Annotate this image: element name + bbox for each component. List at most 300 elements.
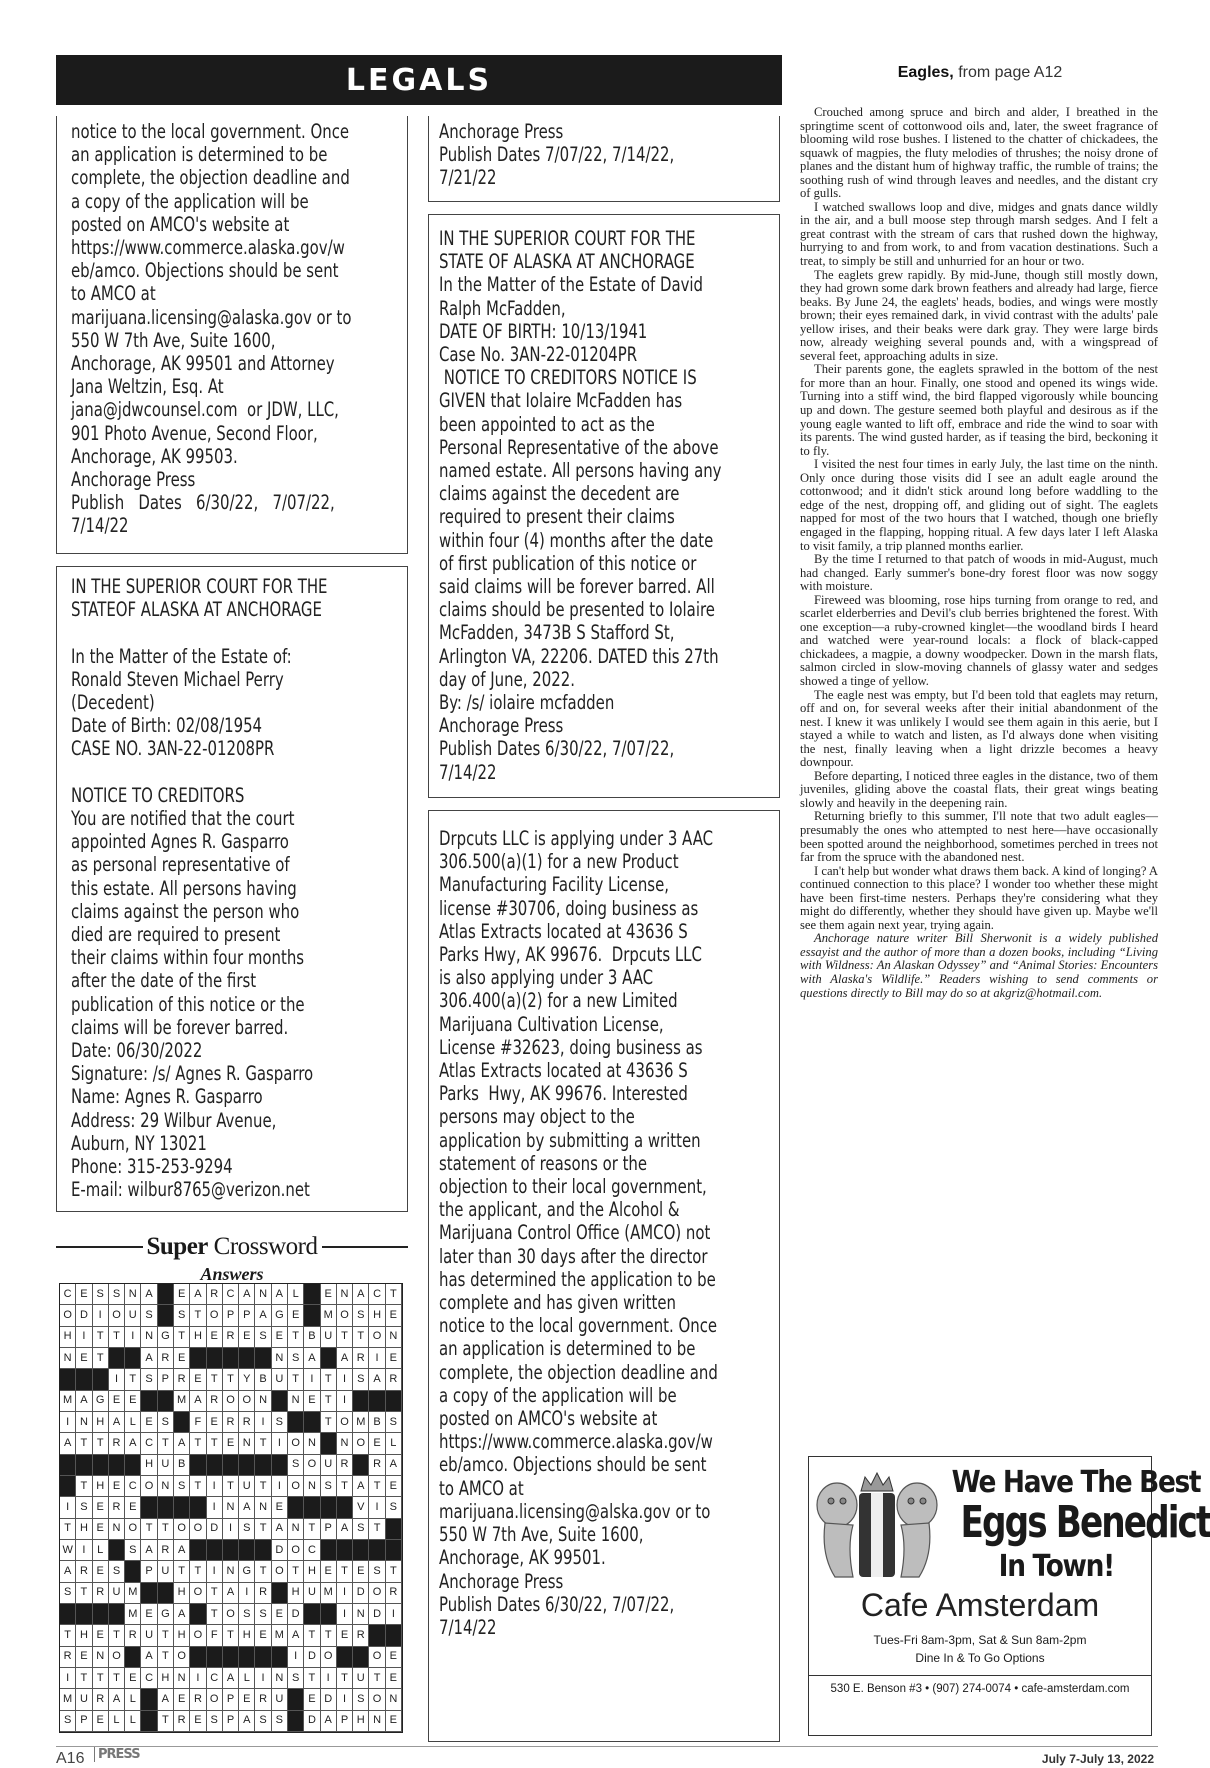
crossword-cell: P (141, 1561, 157, 1582)
crossword-block (239, 1647, 255, 1668)
crossword-cell: P (223, 1305, 239, 1326)
crossword-block (190, 1497, 206, 1518)
crossword-cell: M (174, 1391, 190, 1412)
crossword-cell: I (386, 1604, 402, 1625)
crossword-cell: N (304, 1476, 320, 1497)
crossword-cell: E (207, 1327, 223, 1348)
crossword-cell: N (337, 1284, 353, 1305)
crossword-block (353, 1455, 369, 1476)
crossword-cell: H (174, 1625, 190, 1646)
article-paragraph: I watched swallows loop and dive, midges and gnats dance wildly in the air, and a bull moose step through marsh sedges. And I felt a great contrast with the stream of cars that rushed down the highway, hurrying to and from work, to and from vacation destinations. Such a treat, to simply be still and unhurried for an hour or two. (800, 199, 1158, 269)
crossword-cell: N (272, 1348, 288, 1369)
crossword-cell: O (239, 1391, 255, 1412)
crossword-cell: A (369, 1369, 385, 1390)
crossword-cell: T (109, 1327, 125, 1348)
crossword-cell: E (174, 1689, 190, 1710)
crossword-cell: O (337, 1412, 353, 1433)
section-title: LEGALS (345, 62, 493, 98)
crossword-cell: M (60, 1391, 76, 1412)
crossword-block (93, 1369, 109, 1390)
crossword-cell: R (158, 1348, 174, 1369)
crossword-cell: A (60, 1433, 76, 1454)
crossword-cell: I (125, 1327, 141, 1348)
crossword-block (272, 1583, 288, 1604)
crossword-cell: T (288, 1369, 304, 1390)
crossword-cell: I (223, 1519, 239, 1540)
crossword-block (272, 1391, 288, 1412)
crossword-cell: O (321, 1647, 337, 1668)
crossword-cell: T (109, 1625, 125, 1646)
crossword-cell: T (158, 1711, 174, 1732)
crossword-block (304, 1497, 320, 1518)
crossword-cell: P (337, 1711, 353, 1732)
crossword-cell: A (304, 1348, 320, 1369)
crossword-cell: I (76, 1540, 92, 1561)
crossword-cell: M (321, 1305, 337, 1326)
crossword-cell: T (60, 1519, 76, 1540)
crossword-cell: E (125, 1497, 141, 1518)
crossword-block (239, 1348, 255, 1369)
crossword-cell: Y (239, 1369, 255, 1390)
crossword-cell: N (304, 1433, 320, 1454)
ad-divider (809, 1675, 1151, 1676)
crossword-block (321, 1348, 337, 1369)
crossword-block (386, 1540, 402, 1561)
crossword-cell: N (255, 1497, 271, 1518)
crossword-cell: O (190, 1625, 206, 1646)
crossword-block (337, 1647, 353, 1668)
lion-crest-icon (813, 1465, 941, 1585)
crossword-cell: O (223, 1391, 239, 1412)
crossword-cell: T (174, 1561, 190, 1582)
ad-dine-options: Dine In & To Go Options (915, 1651, 1045, 1665)
crossword-cell: R (109, 1433, 125, 1454)
crossword-block (223, 1455, 239, 1476)
crossword-cell: R (255, 1583, 271, 1604)
crossword-cell: D (288, 1604, 304, 1625)
crossword-cell: O (369, 1327, 385, 1348)
crossword-block (76, 1455, 92, 1476)
article-paragraph: Crouched among spruce and birch and alder, I breathed in the springtime scent of cottonwood oils and, later, the sweet fragrance of blooming wild rose bushes. I listened to the chatter of chickadees, the squawk of magpies, the fluty melodies of thrushes; the noisy drone of planes and the distant hum of highway traffic, the rumble of trains; the soothing rush of wind through leaves and needles, and the distant cry of gulls. (800, 105, 1158, 201)
crossword-cell: A (141, 1647, 157, 1668)
article-jump-head (800, 64, 1160, 82)
crossword-block (223, 1540, 239, 1561)
legal-notice-drpcuts-license (428, 810, 780, 1742)
crossword-block (207, 1647, 223, 1668)
crossword-cell: A (337, 1348, 353, 1369)
crossword-cell: E (386, 1305, 402, 1326)
crossword-cell: A (109, 1412, 125, 1433)
page-number: A16 (56, 1750, 85, 1767)
crossword-block (353, 1391, 369, 1412)
crossword-cell: H (190, 1327, 206, 1348)
crossword-cell: E (288, 1305, 304, 1326)
crossword-cell: E (272, 1327, 288, 1348)
crossword-cell: S (255, 1604, 271, 1625)
crossword-cell: A (272, 1284, 288, 1305)
crossword-cell: S (272, 1711, 288, 1732)
notice-text: Drpcuts LLC is applying under 3 AAC 306.500(a)(1) for a new Product Manufacturing Facility License, license #30706, doing business as Atlas Extracts located at 43636 S Parks Hwy, AK 99676. Drpcuts LLC is also applying under 3 AAC 306.400(a)(2) for a new Limited Marijuana Cultivation License, License #32623, doing business as Atlas Extracts located at 43636 S Parks Hwy, AK 99676. Interested persons may object to the application by submitting a written statement of reasons or the objection to their local government, the applicant, and the Alcohol & Marijuana Control Office (AMCO) not later than 30 days after the director has determined the application to be complete and has given written notice to the local government. Once an application is determined to be complete, the objection deadline and a copy of the application will be posted on AMCO's website at https://www.commerce.alaska.gov/w eb/amco. Objections should be sent to AMCO at marijuana.licensing@alska.gov or to 550 W 7th Ave, Suite 1600, Anchorage, AK 99501. Anchorage Press Publish Dates 6/30/22, 7/07/22, 7/14/22 (439, 827, 718, 1639)
crossword-cell: S (109, 1284, 125, 1305)
crossword-cell: T (207, 1583, 223, 1604)
crossword-cell: E (125, 1391, 141, 1412)
crossword-cell: L (239, 1668, 255, 1689)
article-paragraph: I can't help but wonder what draws them back. A kind of longing? A continued connection to this place? I wonder too whether these might have been first-time nesters. Perhaps they're considering what they might do differently, whether they should have given up. Maybe we'll see them again next year, trying again. (800, 863, 1158, 932)
notice-text: IN THE SUPERIOR COURT FOR THE STATE OF ALASKA AT ANCHORAGE In the Matter of the Estate of David Ralph McFadden, DATE OF BIRTH: 10/13/1941 Case No. 3AN-22-01204PR NOTICE TO CREDITORS NOTICE IS GIVEN that Iolaire McFadden has been appointed to act as the Personal Representative of the above named estate. All persons having any claims against the decedent are required to present their claims within four (4) months after the date of first publication of this notice or said claims will be forever barred. All claims should be presented to Iolaire McFadden, 3473B S Stafford St, Arlington VA, 22206. DATED this 27th day of June, 2022. By: /s/ iolaire mcfadden Anchorage Press Publish Dates 6/30/22, 7/07/22, 7/14/22 (439, 227, 722, 784)
crossword-cell: R (369, 1455, 385, 1476)
crossword-cell: L (109, 1711, 125, 1732)
crossword-cell: W (60, 1540, 76, 1561)
crossword-block (304, 1284, 320, 1305)
crossword-cell: H (60, 1327, 76, 1348)
crossword-cell: U (76, 1689, 92, 1710)
crossword-cell: S (109, 1561, 125, 1582)
crossword-block (304, 1412, 320, 1433)
crossword-cell: I (337, 1369, 353, 1390)
crossword-cell: I (337, 1583, 353, 1604)
crossword-cell: E (272, 1604, 288, 1625)
crossword-cell: D (304, 1647, 320, 1668)
crossword-block (158, 1583, 174, 1604)
crossword-cell: R (223, 1412, 239, 1433)
title-bold: Super (146, 1233, 208, 1260)
crossword-block (141, 1391, 157, 1412)
crossword-cell: A (174, 1540, 190, 1561)
crossword-block (272, 1647, 288, 1668)
crossword-cell: T (93, 1348, 109, 1369)
crossword-cell: T (353, 1327, 369, 1348)
crossword-block (174, 1412, 190, 1433)
crossword-cell: H (174, 1583, 190, 1604)
crossword-cell: E (386, 1711, 402, 1732)
crossword-cell: R (76, 1561, 92, 1582)
crossword-cell: N (93, 1647, 109, 1668)
crossword-cell: H (158, 1668, 174, 1689)
crossword-block (60, 1604, 76, 1625)
crossword-cell: A (337, 1519, 353, 1540)
notice-text: IN THE SUPERIOR COURT FOR THE STATEOF ALASKA AT ANCHORAGE In the Matter of the Estate of: Ronald Steven Michael Perry (Decedent) Date of Birth: 02/08/1954 CASE NO. 3AN-22-01208PR NOTICE TO CREDITORS You are notified that the court appointed Agnes R. Gasparro as personal representative of this estate. All persons having claims against the person who died are required to present their claims within four months after the date of the first publication of this notice or the claims will be forever barred. Date: 06/30/2022 Signature: /s/ Agnes R. Gasparro Name: Agnes R. Gasparro Address: 29 Wilbur Avenue, Auburn, NY 13021 Phone: 315-253-9294 E-mail: wilbur8765@verizon.net (71, 575, 328, 1202)
crossword-cell: T (337, 1476, 353, 1497)
crossword-cell: E (239, 1689, 255, 1710)
crossword-cell: A (223, 1583, 239, 1604)
crossword-cell: C (207, 1668, 223, 1689)
crossword-block (321, 1433, 337, 1454)
ad-business-name: Cafe Amsterdam (860, 1587, 1100, 1623)
crossword-block (207, 1540, 223, 1561)
crossword-cell: M (125, 1604, 141, 1625)
crossword-cell: A (288, 1625, 304, 1646)
crossword-cell: A (190, 1391, 206, 1412)
crossword-cell: U (272, 1689, 288, 1710)
crossword-cell: T (255, 1476, 271, 1497)
crossword-cell: O (109, 1647, 125, 1668)
crossword-cell: A (353, 1284, 369, 1305)
crossword-cell: R (353, 1625, 369, 1646)
crossword-cell: I (255, 1412, 271, 1433)
crossword-cell: A (386, 1455, 402, 1476)
crossword-cell: N (158, 1476, 174, 1497)
crossword-block (109, 1604, 125, 1625)
crossword-cell: A (272, 1519, 288, 1540)
crossword-cell: T (386, 1284, 402, 1305)
crossword-cell: U (158, 1455, 174, 1476)
crossword-cell: S (239, 1604, 255, 1625)
crossword-cell: S (386, 1497, 402, 1518)
crossword-cell: H (93, 1476, 109, 1497)
crossword-cell: S (353, 1689, 369, 1710)
crossword-cell: M (353, 1412, 369, 1433)
crossword-cell: H (288, 1583, 304, 1604)
crossword-cell: H (141, 1455, 157, 1476)
article-paragraph: By the time I returned to that patch of woods in mid-August, much had changed. Early summer's bone-dry forest floor was now soggy with moisture. (800, 552, 1158, 594)
crossword-cell: T (386, 1561, 402, 1582)
crossword-cell: T (158, 1519, 174, 1540)
crossword-cell: T (255, 1519, 271, 1540)
crossword-cell: U (321, 1327, 337, 1348)
crossword-cell: S (60, 1583, 76, 1604)
crossword-cell: I (239, 1583, 255, 1604)
crossword-cell: T (304, 1519, 320, 1540)
crossword-cell: E (272, 1497, 288, 1518)
crossword-cell: I (272, 1433, 288, 1454)
article-paragraph: Before departing, I noticed three eagles in the distance, two of them juveniles, gliding above the coastal flats, their great wings beating slowly and heavily in the deepening rain. (800, 768, 1158, 810)
crossword-grid (59, 1283, 403, 1733)
crossword-cell: N (239, 1433, 255, 1454)
article-paragraph: I visited the nest four times in early July, the last time on the ninth. Only once during those visits did I see an adult eagle around the cottonwood; and it didn't stick around long before waddling to the edge of the nest, dropping off, and gliding out of sight. The eaglets napped for most of the two hours that I watched, though one briefly engaged in the flapping, hopping ritual. A few days later I left Alaska to visit family, a trip planned months earlier. (800, 457, 1158, 553)
crossword-cell: I (369, 1497, 385, 1518)
crossword-block (141, 1711, 157, 1732)
crossword-cell: R (109, 1497, 125, 1518)
crossword-cell: E (190, 1369, 206, 1390)
crossword-cell: I (207, 1561, 223, 1582)
crossword-cell: S (255, 1711, 271, 1732)
crossword-block (125, 1647, 141, 1668)
crossword-cell: T (288, 1561, 304, 1582)
crossword-cell: P (223, 1711, 239, 1732)
crossword-cell: O (174, 1519, 190, 1540)
crossword-cell: U (158, 1561, 174, 1582)
crossword-block (158, 1497, 174, 1518)
crossword-cell: A (141, 1284, 157, 1305)
crossword-block (321, 1604, 337, 1625)
crossword-block (190, 1348, 206, 1369)
crossword-cell: A (174, 1604, 190, 1625)
crossword-block (207, 1348, 223, 1369)
crossword-cell: N (109, 1519, 125, 1540)
crossword-cell: E (125, 1668, 141, 1689)
crossword-cell: R (207, 1391, 223, 1412)
crossword-cell: T (76, 1433, 92, 1454)
crossword-cell: E (386, 1668, 402, 1689)
crossword-block (158, 1391, 174, 1412)
press-logo: PRESS (94, 1747, 140, 1762)
crossword-cell: C (141, 1668, 157, 1689)
jump-title: Eagles, (897, 64, 954, 81)
crossword-cell: S (369, 1561, 385, 1582)
crossword-cell: U (125, 1305, 141, 1326)
crossword-cell: S (288, 1668, 304, 1689)
crossword-cell: O (60, 1305, 76, 1326)
crossword-cell: L (288, 1284, 304, 1305)
crossword-cell: H (304, 1561, 320, 1582)
crossword-cell: E (93, 1519, 109, 1540)
crossword-cell: A (76, 1391, 92, 1412)
legal-notice-mcfadden-estate (428, 214, 780, 798)
crossword-cell: N (337, 1433, 353, 1454)
crossword-cell: S (353, 1519, 369, 1540)
crossword-block (125, 1561, 141, 1582)
crossword-cell: N (255, 1284, 271, 1305)
crossword-cell: T (190, 1433, 206, 1454)
crossword-block (60, 1476, 76, 1497)
crossword-cell: T (76, 1668, 92, 1689)
crossword-block (353, 1540, 369, 1561)
crossword-block (174, 1497, 190, 1518)
crossword-cell: T (207, 1604, 223, 1625)
title-rule-left (56, 1246, 143, 1248)
crossword-block (223, 1348, 239, 1369)
crossword-cell: S (174, 1305, 190, 1326)
crossword-cell: D (304, 1711, 320, 1732)
crossword-cell: P (239, 1305, 255, 1326)
crossword-cell: S (60, 1711, 76, 1732)
crossword-cell: E (93, 1625, 109, 1646)
notice-text: notice to the local government. Once an application is determined to be complete, the objection deadline and a copy of the application will be posted on AMCO's website at https://www.commerce.alaska.gov/w eb/amco. Objections should be sent to AMCO at marijuana.licensing@alaska.gov or to 550 W 7th Ave, Suite 1600, Anchorage, AK 99501 and Attorney Jana Weltzin, Esq. At jana@jdwcounsel.com or JDW, LLC, 901 Photo Avenue, Second Floor, Anchorage, AK 99503. Anchorage Press Publish Dates 6/30/22, 7/07/22, 7/14/22 (71, 120, 352, 538)
crossword-cell: S (158, 1412, 174, 1433)
crossword-block (190, 1540, 206, 1561)
crossword-cell: N (386, 1327, 402, 1348)
crossword-cell: T (369, 1476, 385, 1497)
crossword-cell: S (288, 1348, 304, 1369)
crossword-cell: T (76, 1583, 92, 1604)
crossword-cell: M (60, 1689, 76, 1710)
crossword-cell: I (190, 1668, 206, 1689)
crossword-block (141, 1583, 157, 1604)
title-rest: Crossword (207, 1233, 318, 1260)
crossword-cell: H (353, 1711, 369, 1732)
crossword-cell: E (369, 1433, 385, 1454)
crossword-cell: U (109, 1583, 125, 1604)
crossword-cell: L (125, 1689, 141, 1710)
crossword-cell: T (158, 1433, 174, 1454)
crossword-cell: R (93, 1689, 109, 1710)
crossword-cell: U (321, 1455, 337, 1476)
crossword-cell: O (369, 1689, 385, 1710)
crossword-cell: A (174, 1433, 190, 1454)
crossword-cell: N (223, 1497, 239, 1518)
crossword-cell: N (125, 1284, 141, 1305)
crossword-cell: I (207, 1476, 223, 1497)
crossword-cell: O (174, 1647, 190, 1668)
crossword-block (288, 1689, 304, 1710)
crossword-cell: T (93, 1327, 109, 1348)
crossword-cell: B (369, 1412, 385, 1433)
crossword-block (288, 1497, 304, 1518)
crossword-cell: P (223, 1689, 239, 1710)
crossword-cell: T (223, 1476, 239, 1497)
crossword-cell: O (207, 1305, 223, 1326)
crossword-cell: S (141, 1369, 157, 1390)
crossword-cell: T (93, 1668, 109, 1689)
crossword-cell: R (239, 1412, 255, 1433)
crossword-cell: A (239, 1497, 255, 1518)
crossword-cell: E (109, 1391, 125, 1412)
crossword-cell: O (109, 1305, 125, 1326)
crossword-cell: F (190, 1412, 206, 1433)
crossword-cell: C (223, 1284, 239, 1305)
crossword-cell: T (60, 1625, 76, 1646)
crossword-block (125, 1348, 141, 1369)
crossword-cell: T (93, 1433, 109, 1454)
crossword-answers-label: Answers (200, 1264, 264, 1284)
section-header (56, 55, 782, 105)
crossword-cell: S (141, 1305, 157, 1326)
author-bio: Anchorage nature writer Bill Sherwonit is a widely published essayist and the author of more than a dozen books, including “Living with Wildness: An Alaskan Odyssey” and “Animal Stories: Encounters with Alaska's Wildlife.” Readers wishing to send comments or questions directly to Bill may do so at akgriz@hotmail.com. (800, 931, 1158, 1000)
crossword-cell: O (337, 1305, 353, 1326)
crossword-cell: T (141, 1519, 157, 1540)
crossword-block (239, 1455, 255, 1476)
crossword-cell: O (288, 1433, 304, 1454)
crossword-cell: T (321, 1369, 337, 1390)
crossword-cell: S (207, 1711, 223, 1732)
crossword-cell: N (223, 1561, 239, 1582)
crossword-cell: T (76, 1476, 92, 1497)
crossword-cell: I (288, 1647, 304, 1668)
crossword-cell: G (272, 1305, 288, 1326)
crossword-cell: S (288, 1455, 304, 1476)
crossword-block (255, 1647, 271, 1668)
crossword-cell: V (353, 1497, 369, 1518)
crossword-block (337, 1540, 353, 1561)
notice-text: Anchorage Press Publish Dates 7/07/22, 7/14/22, 7/21/22 (439, 120, 675, 190)
eagles-article (800, 106, 1158, 1000)
crossword-title (56, 1232, 408, 1262)
crossword-block (158, 1305, 174, 1326)
crossword-cell: E (255, 1625, 271, 1646)
crossword-cell: E (337, 1625, 353, 1646)
crossword-cell: T (321, 1625, 337, 1646)
crossword-cell: O (288, 1540, 304, 1561)
legal-notice-perry-estate (56, 566, 408, 1212)
crossword-cell: I (60, 1412, 76, 1433)
crossword-cell: N (76, 1412, 92, 1433)
crossword-cell: S (272, 1412, 288, 1433)
crossword-cell: G (239, 1561, 255, 1582)
cafe-amsterdam-ad (808, 1456, 1210, 1736)
crossword-cell: O (288, 1476, 304, 1497)
crossword-block (288, 1412, 304, 1433)
crossword-cell: C (304, 1540, 320, 1561)
crossword-block (109, 1455, 125, 1476)
crossword-cell: E (386, 1348, 402, 1369)
crossword-cell: S (93, 1284, 109, 1305)
crossword-cell: S (239, 1519, 255, 1540)
crossword-cell: E (76, 1284, 92, 1305)
crossword-cell: N (353, 1604, 369, 1625)
legal-notice-publish-dates (428, 116, 780, 202)
crossword-cell: O (272, 1561, 288, 1582)
crossword-cell: T (369, 1519, 385, 1540)
crossword-block (369, 1625, 385, 1646)
crossword-cell: U (272, 1369, 288, 1390)
crossword-cell: O (369, 1647, 385, 1668)
crossword-cell: A (141, 1348, 157, 1369)
crossword-cell: T (125, 1369, 141, 1390)
ad-headline-2: Eggs Benedict (960, 1497, 1210, 1548)
crossword-cell: T (288, 1327, 304, 1348)
crossword-cell: N (272, 1668, 288, 1689)
article-paragraph: Their parents gone, the eaglets sprawled in the bottom of the nest for more than an hour. Finally, one stood and opened its wings wide. Turning into a stiff wind, the bird flapped vigorously while bouncing up and down. The gesture seemed both playful and desirous as if the young eagle wanted to lift off, embrace and ride the wind to soar with its parents. The wind gusted harder, as if teasing the bird, beckoning it to fly. (800, 362, 1158, 458)
